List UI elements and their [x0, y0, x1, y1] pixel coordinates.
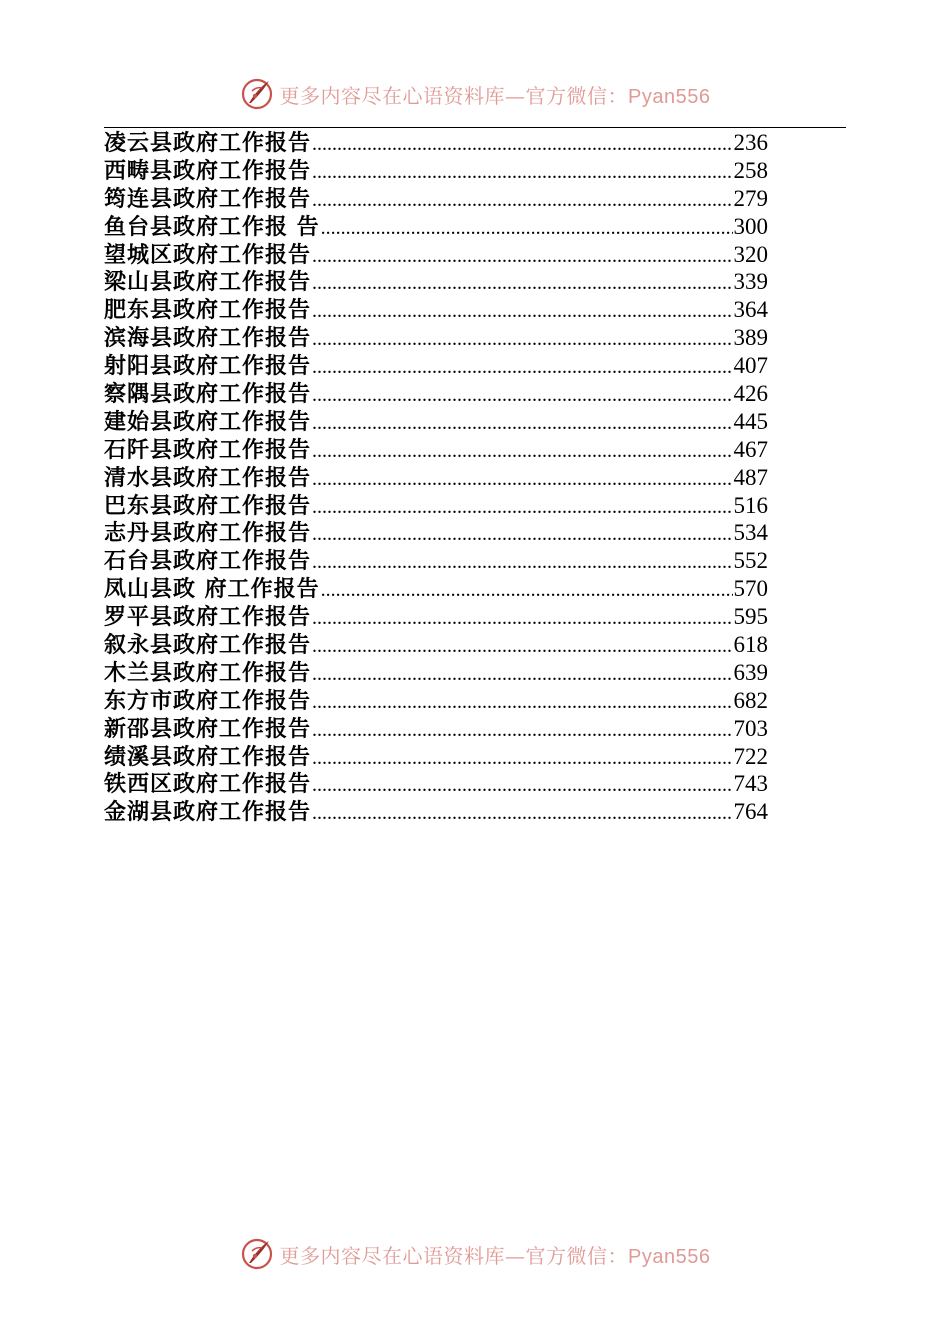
toc-dot-leader: [312, 243, 732, 271]
toc-entry[interactable]: [104, 770, 768, 798]
toc-entry-title: 鱼台县政府工作报 告: [104, 213, 320, 240]
toc-dot-leader: [312, 633, 732, 661]
toc-dot-leader: [312, 466, 732, 494]
toc-entry[interactable]: [104, 296, 768, 324]
toc-entry[interactable]: [104, 798, 768, 826]
toc-entry-page-number: 467: [733, 436, 768, 462]
toc-entry-title: 建始县政府工作报告: [104, 408, 312, 435]
toc-dot-leader: [312, 661, 732, 689]
toc-entry-page-number: 618: [733, 632, 768, 658]
toc-entry-page-number: 389: [733, 325, 768, 351]
toc-dot-leader: [312, 800, 732, 828]
toc-dot-leader: [312, 354, 732, 382]
toc-entry-title: 志丹县政府工作报告: [104, 520, 312, 547]
toc-entry-page-number: 595: [733, 604, 768, 630]
toc-entry[interactable]: [104, 129, 768, 157]
toc-entry-page-number: 516: [733, 492, 768, 518]
toc-entry-page-number: 339: [733, 269, 768, 295]
toc-dot-leader: [312, 298, 732, 326]
toc-entry-page-number: 320: [733, 241, 768, 267]
toc-entry-title: 东方市政府工作报告: [104, 687, 312, 714]
toc-entry[interactable]: [104, 547, 768, 575]
toc-entry[interactable]: [104, 157, 768, 185]
toc-entry-page-number: 445: [733, 408, 768, 434]
toc-entry-page-number: 279: [733, 185, 768, 211]
toc-dot-leader: [312, 326, 732, 354]
toc-dot-leader: [312, 410, 732, 438]
toc-entry-title: 凤山县政 府工作报告: [104, 576, 320, 603]
toc-entry-title: 叙永县政府工作报告: [104, 632, 312, 659]
quill-circle-logo-icon: [240, 77, 274, 111]
toc-dot-leader: [312, 438, 732, 466]
toc-entry[interactable]: [104, 519, 768, 547]
toc-entry[interactable]: [104, 687, 768, 715]
toc-entry-title: 射阳县政府工作报告: [104, 353, 312, 380]
toc-entry[interactable]: [104, 715, 768, 743]
quill-circle-logo-icon: [240, 1237, 274, 1271]
toc-entry[interactable]: [104, 213, 768, 241]
toc-entry[interactable]: [104, 185, 768, 213]
header-rule: [104, 127, 846, 128]
toc-dot-leader: [321, 577, 733, 605]
footer-banner-main: 更多内容尽在心语资料库—官方微信：: [279, 1243, 629, 1268]
toc-entry-page-number: 722: [733, 743, 768, 769]
header-banner-main: 更多内容尽在心语资料库—官方微信：: [279, 83, 629, 108]
toc-entry-title: 清水县政府工作报告: [104, 464, 312, 491]
toc-entry-page-number: 364: [733, 297, 768, 323]
toc-entry-title: 石台县政府工作报告: [104, 548, 312, 575]
toc-dot-leader: [312, 717, 732, 745]
toc-entry[interactable]: [104, 743, 768, 771]
toc-dot-leader: [312, 159, 732, 187]
toc-entry-title: 筠连县政府工作报告: [104, 185, 312, 212]
toc-entry-page-number: 743: [733, 771, 768, 797]
toc-entry[interactable]: [104, 380, 768, 408]
toc-entry-page-number: 407: [733, 353, 768, 379]
toc-entry[interactable]: [104, 575, 768, 603]
toc-dot-leader: [312, 270, 732, 298]
footer-wechat-id: Pyan556: [628, 1245, 711, 1268]
toc-entry-page-number: 639: [733, 659, 768, 685]
toc-entry-title: 凌云县政府工作报告: [104, 130, 312, 156]
toc-dot-leader: [312, 689, 732, 717]
toc-entry[interactable]: [104, 241, 768, 269]
footer-banner-text: [280, 1240, 711, 1269]
toc-entry-title: 滨海县政府工作报告: [104, 325, 312, 352]
toc-dot-leader: [312, 521, 732, 549]
toc-entry[interactable]: [104, 352, 768, 380]
toc-dot-leader: [312, 605, 732, 633]
toc-entry-page-number: 487: [733, 464, 768, 490]
toc-entry-title: 金湖县政府工作报告: [104, 799, 312, 826]
toc-entry-page-number: 534: [733, 520, 768, 546]
toc-entry[interactable]: [104, 408, 768, 436]
toc-entry-title: 肥东县政府工作报告: [104, 297, 312, 324]
toc-entry-page-number: 258: [733, 157, 768, 183]
toc-entry-page-number: 764: [733, 799, 768, 825]
toc-entry-page-number: 552: [733, 548, 768, 574]
toc-entry-page-number: 300: [733, 213, 768, 239]
toc-entry-title: 绩溪县政府工作报告: [104, 743, 312, 770]
toc-entry-page-number: 426: [733, 381, 768, 407]
table-of-contents: [104, 129, 768, 826]
header-banner: [0, 74, 950, 114]
toc-entry-title: 木兰县政府工作报告: [104, 659, 312, 686]
toc-entry-title: 铁西区政府工作报告: [104, 771, 312, 798]
toc-dot-leader: [312, 745, 732, 773]
toc-dot-leader: [312, 772, 732, 800]
toc-dot-leader: [312, 187, 732, 215]
footer-banner: [0, 1234, 950, 1274]
toc-entry-title: 巴东县政府工作报告: [104, 492, 312, 519]
toc-entry[interactable]: [104, 659, 768, 687]
toc-entry-page-number: 682: [733, 687, 768, 713]
toc-dot-leader: [321, 215, 733, 243]
toc-entry-title: 罗平县政府工作报告: [104, 604, 312, 631]
toc-entry[interactable]: [104, 464, 768, 492]
toc-entry-page-number: 236: [733, 130, 768, 155]
toc-dot-leader: [312, 131, 732, 159]
header-banner-text: [280, 80, 711, 109]
toc-entry[interactable]: [104, 324, 768, 352]
toc-entry[interactable]: [104, 436, 768, 464]
toc-entry-title: 望城区政府工作报告: [104, 241, 312, 268]
toc-entry-title: 梁山县政府工作报告: [104, 269, 312, 296]
toc-entry[interactable]: [104, 268, 768, 296]
toc-entry-title: 新邵县政府工作报告: [104, 715, 312, 742]
toc-entry[interactable]: [104, 631, 768, 659]
toc-entry-title: 察隅县政府工作报告: [104, 381, 312, 408]
header-wechat-id: Pyan556: [628, 85, 711, 108]
toc-entry-page-number: 703: [733, 715, 768, 741]
toc-entry[interactable]: [104, 492, 768, 520]
toc-dot-leader: [312, 549, 732, 577]
toc-entry[interactable]: [104, 603, 768, 631]
toc-dot-leader: [312, 494, 732, 522]
toc-entry-title: 西畴县政府工作报告: [104, 157, 312, 184]
toc-dot-leader: [312, 382, 732, 410]
toc-entry-title: 石阡县政府工作报告: [104, 436, 312, 463]
toc-entry-page-number: 570: [733, 576, 768, 602]
